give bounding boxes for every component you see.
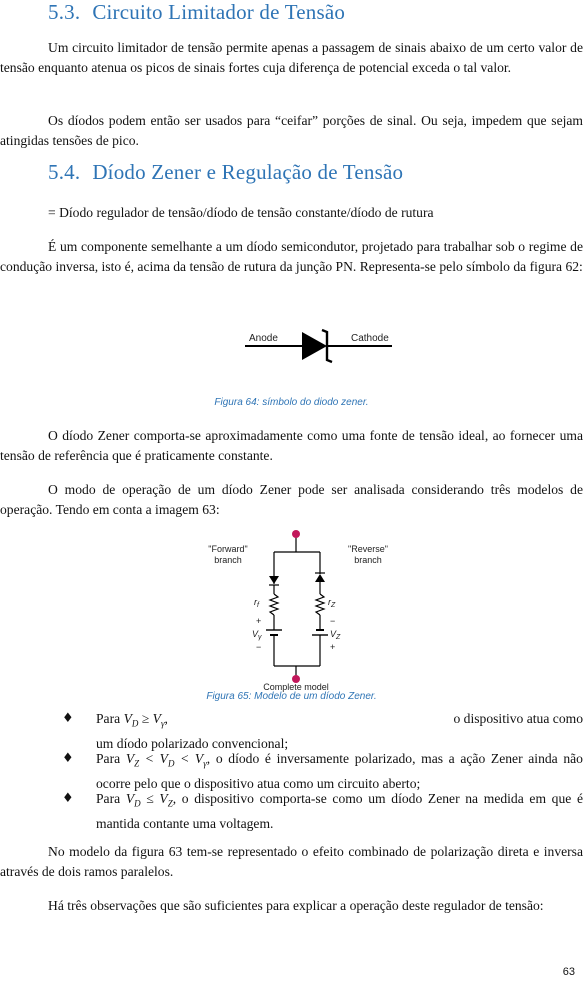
bullet-diamond-icon: ♦ [62,791,74,806]
forward-resistor [270,594,278,615]
vz-label: $V_Z$ [330,629,341,641]
bullet-cutoff-mode: Para $V_Z < V_D < V_\gamma$, o díodo é inversamente polarizado, mas a ação Zener ainda não ocorre pelo que o dispositivo atua como um circuito aberto; [96,751,583,791]
reverse-diode [315,574,325,582]
diode-triangle [302,332,327,360]
cathode-label: Cathode [351,333,389,344]
zener-symbol-figure [240,320,400,370]
rf-label: $r_f$ [254,597,259,609]
forward-branch-label-2: branch [214,555,242,565]
forward-diode [269,576,279,584]
section-number: 5.4. [48,160,81,184]
anode-label: Anode [249,333,278,344]
reverse-branch-label: "Reverse" [348,544,388,554]
bullet-diamond-icon: ♦ [62,751,74,766]
forward-minus: − [256,642,262,652]
section-number: 5.3. [48,0,81,24]
paragraph-zener-description: É um componente semelhante a um díodo semicondutor, projetado para trabalhar sob o regime de condução inversa, isto é, acima da tensão de rutura da junção PN. Representa-se pelo símbolo da figura 62: [0,239,583,274]
section-title: Díodo Zener e Regulação de Tensão [92,160,404,184]
complete-model-label: Complete model [263,682,329,692]
section-title: Circuito Limitador de Tensão [92,0,346,24]
reverse-resistor [316,594,324,615]
bullet-zener-mode: Para $V_D \le V_Z$, o dispositivo comporta-se como um díodo Zener na medida em que é mantida contante uma voltagem. [96,791,583,831]
paragraph-limiter-intro: Um circuito limitador de tensão permite apenas a passagem de sinais abaixo de um certo valor de tensão enquanto atenua os picos de sinais fortes cuja diferença de potencial exceda o tal valor. [0,40,583,75]
reverse-branch-label-2: branch [354,555,382,565]
vgamma-label: $V_\gamma$ [252,629,262,641]
bullet-diamond-icon: ♦ [62,711,74,726]
paragraph-zener-behavior: O díodo Zener comporta-se aproximadamente como uma fonte de tensão ideal, ao fornecer uma tensão de referência que é praticamente constante. [0,428,583,463]
paragraph-operation-models: O modo de operação de um díodo Zener pode ser analisada considerando três modelos de operação. Tendo em conta a imagem 63: [0,482,583,517]
bullet-forward-mode: Para $V_D \ge V_\gamma$, o dispositivo atua como um díodo polarizado convencional; [96,711,583,751]
section-5-3-heading [48,0,345,25]
figure-64-caption: Figura 64: símbolo do diodo zener. [214,397,369,408]
reverse-minus: − [330,616,336,626]
paragraph-parallel-branches: No modelo da figura 63 tem-se representado o efeito combinado de polarização direta e inversa através de dois ramos paralelos. [0,844,583,879]
paragraph-definition: = Díodo regulador de tensão/díodo de tensão constante/díodo de rutura [48,205,434,220]
paragraph-clipping: Os díodos podem então ser usados para “ceifar” porções de sinal. Ou seja, impedem que sejam atingidas tensões de pico. [0,113,583,148]
paragraph-three-observations: Há três observações que são suficientes para explicar a operação deste regulador de tensão: [48,898,544,913]
zener-complete-model-figure [200,526,400,692]
forward-branch-label: "Forward" [208,544,248,554]
forward-plus: + [256,616,262,626]
rz-label: $r_Z$ [328,597,336,609]
reverse-plus: + [330,642,336,652]
page-number: 63 [562,966,575,978]
figure-65-caption: Figura 65: Modelo de um díodo Zener. [206,691,377,702]
section-5-4-heading [48,160,403,185]
top-terminal [292,530,300,538]
